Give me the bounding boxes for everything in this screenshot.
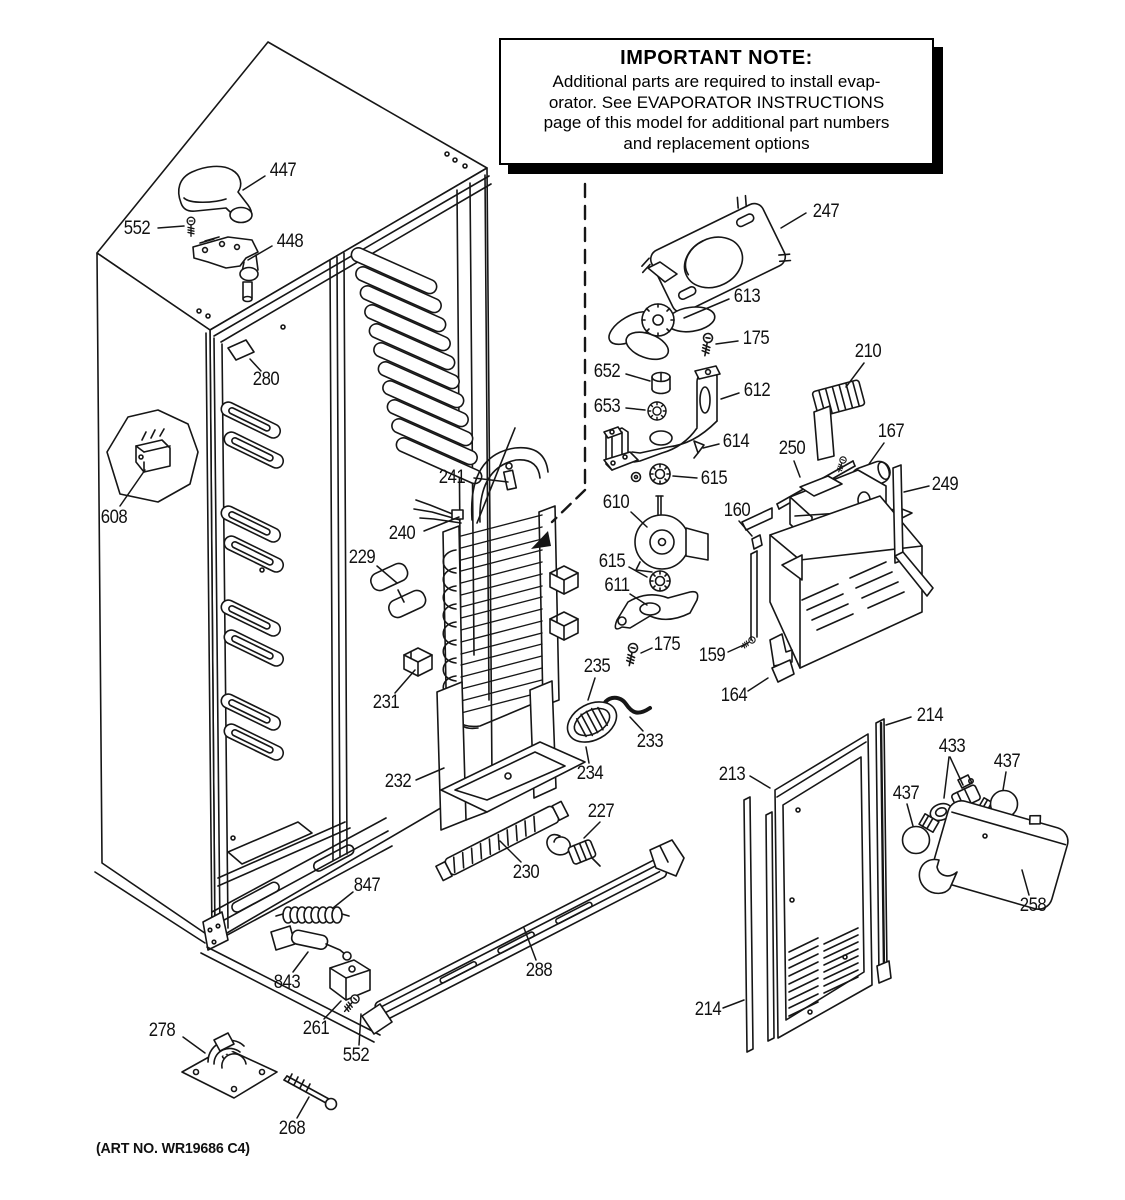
part-label-615: 615 [700, 468, 728, 489]
bottom-hinge [182, 1033, 277, 1098]
cabinet-outline [95, 42, 492, 1042]
part-label-613: 613 [733, 286, 761, 307]
part-label-278: 278 [148, 1020, 176, 1041]
part-label-552: 552 [342, 1045, 370, 1066]
part-label-229: 229 [348, 547, 376, 568]
door-closer [271, 926, 351, 960]
part-label-159: 159 [698, 645, 726, 666]
part-label-552: 552 [123, 218, 151, 239]
note-title: IMPORTANT NOTE: [620, 47, 813, 69]
part-label-847: 847 [353, 875, 381, 896]
spring [276, 907, 349, 923]
part-label-437: 437 [993, 751, 1021, 772]
part-label-437: 437 [892, 783, 920, 804]
part-label-652: 652 [593, 361, 621, 382]
part-label-280: 280 [252, 369, 280, 390]
part-label-249: 249 [931, 474, 959, 495]
part-label-175: 175 [653, 634, 681, 655]
part-label-612: 612 [743, 380, 771, 401]
important-note-box [499, 38, 934, 165]
wire-harness [547, 835, 600, 866]
part-label-261: 261 [302, 1018, 330, 1039]
part-label-247: 247 [812, 201, 840, 222]
part-label-214: 214 [694, 999, 722, 1020]
part-label-231: 231 [372, 692, 400, 713]
part-label-235: 235 [583, 656, 611, 677]
part-label-653: 653 [593, 396, 621, 417]
part-label-611: 611 [604, 575, 630, 596]
part-label-240: 240 [388, 523, 416, 544]
light-assembly [903, 775, 1074, 912]
part-label-288: 288 [525, 960, 553, 981]
part-label-160: 160 [723, 500, 751, 521]
part-label-175: 175 [742, 328, 770, 349]
part-label-250: 250 [778, 438, 806, 459]
note-line: orator. See EVAPORATOR INSTRUCTIONS [548, 92, 885, 112]
part-label-164: 164 [720, 685, 748, 706]
fan-motor [635, 496, 708, 572]
part-label-614: 614 [722, 431, 750, 452]
art-number: (ART NO. WR19686 C4) [96, 1140, 250, 1157]
note-line: Additional parts are required to install evap- [552, 72, 881, 91]
part-label-241: 241 [438, 467, 466, 488]
bottom-rails [362, 801, 684, 1034]
note-line: page of this model for additional part numbers [543, 113, 890, 132]
part-label-268: 268 [278, 1118, 306, 1139]
part-label-167: 167 [877, 421, 905, 442]
part-label-213: 213 [718, 764, 746, 785]
part-label-433: 433 [938, 736, 966, 757]
part-label-210: 210 [854, 341, 882, 362]
hinge-bolt [284, 1074, 337, 1110]
part-label-448: 448 [276, 231, 304, 252]
access-panel [744, 719, 891, 1052]
part-label-610: 610 [602, 492, 630, 513]
fan-blade [604, 304, 717, 365]
part-label-447: 447 [269, 160, 297, 181]
part-label-615: 615 [598, 551, 626, 572]
note-line: and replacement options [623, 133, 810, 153]
part-label-608: 608 [100, 507, 128, 528]
part-label-232: 232 [384, 771, 412, 792]
part-label-227: 227 [587, 801, 615, 822]
part-label-258: 258 [1019, 895, 1047, 916]
part-label-233: 233 [636, 731, 664, 752]
part-label-230: 230 [512, 862, 540, 883]
part-label-843: 843 [273, 972, 301, 993]
note-pointer [531, 184, 585, 549]
part-label-234: 234 [576, 763, 604, 784]
part-label-214: 214 [916, 705, 944, 726]
